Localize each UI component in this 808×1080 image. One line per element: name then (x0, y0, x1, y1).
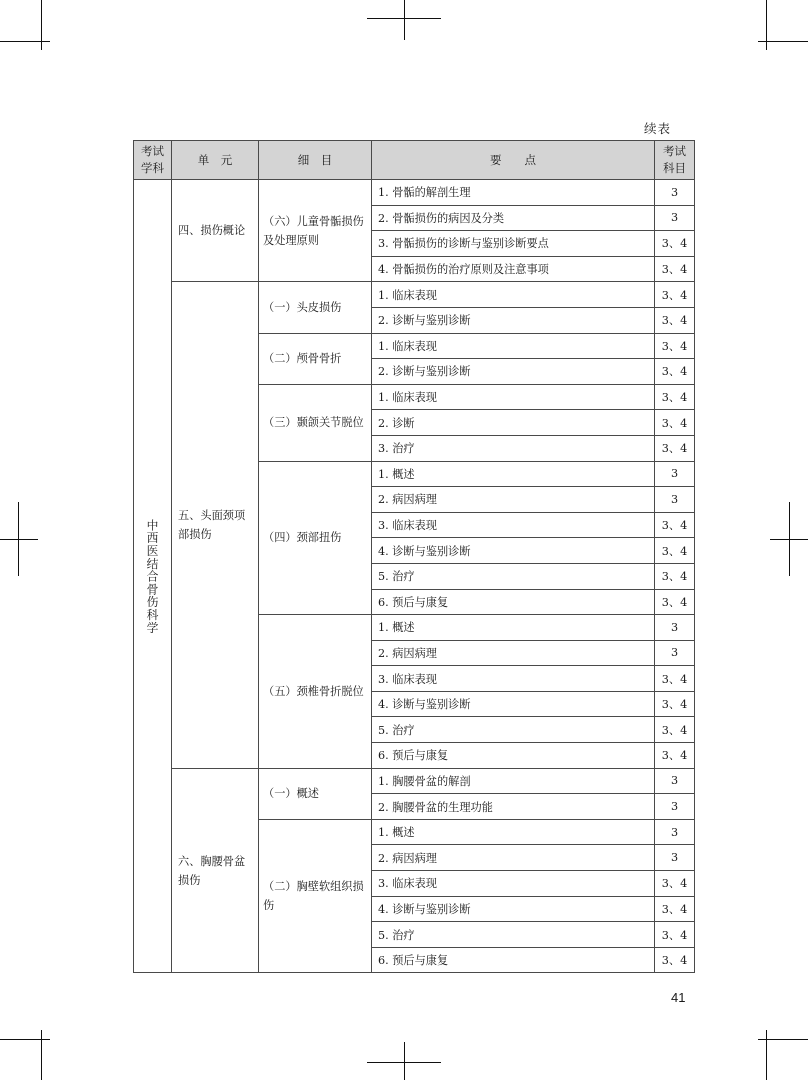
crop-mark (766, 0, 767, 50)
detail-cell: （五）颈椎骨折脱位 (259, 615, 372, 769)
syllabus-table (133, 140, 695, 973)
registration-mark (0, 539, 38, 540)
point-cell: 1. 概述 (372, 615, 655, 641)
exam-code-cell: 3、4 (655, 307, 695, 333)
exam-code-cell: 3、4 (655, 359, 695, 385)
exam-code-cell: 3、4 (655, 717, 695, 743)
exam-code-cell: 3、4 (655, 666, 695, 692)
point-cell: 2. 病因病理 (372, 487, 655, 513)
point-cell: 3. 临床表现 (372, 512, 655, 538)
registration-mark (404, 1042, 405, 1080)
point-cell: 3. 临床表现 (372, 871, 655, 897)
exam-code-cell: 3 (655, 180, 695, 206)
point-cell: 1. 骨骺的解剖生理 (372, 180, 655, 206)
point-cell: 5. 治疗 (372, 717, 655, 743)
point-cell: 4. 骨骺损伤的治疗原则及注意事项 (372, 256, 655, 282)
exam-code-cell: 3、4 (655, 512, 695, 538)
point-cell: 2. 诊断与鉴别诊断 (372, 359, 655, 385)
exam-code-cell: 3 (655, 640, 695, 666)
point-cell: 4. 诊断与鉴别诊断 (372, 896, 655, 922)
point-cell: 4. 诊断与鉴别诊断 (372, 691, 655, 717)
point-cell: 4. 诊断与鉴别诊断 (372, 538, 655, 564)
crop-mark (0, 1039, 50, 1040)
point-cell: 2. 诊断 (372, 410, 655, 436)
table-row (134, 282, 695, 308)
exam-code-cell: 3、4 (655, 563, 695, 589)
exam-code-cell: 3、4 (655, 589, 695, 615)
exam-code-cell: 3 (655, 794, 695, 820)
point-cell: 6. 预后与康复 (372, 743, 655, 769)
exam-code-cell: 3、4 (655, 871, 695, 897)
exam-code-cell: 3 (655, 205, 695, 231)
exam-code-cell: 3、4 (655, 410, 695, 436)
crop-mark (766, 1030, 767, 1080)
subject-cell: 中西医结合骨伤科学 (134, 180, 172, 973)
point-cell: 5. 治疗 (372, 563, 655, 589)
continued-label: 续表 (644, 121, 672, 136)
point-cell: 3. 治疗 (372, 435, 655, 461)
unit-cell: 五、头面颈项部损伤 (172, 282, 259, 768)
exam-code-cell: 3、4 (655, 947, 695, 973)
point-cell: 1. 概述 (372, 461, 655, 487)
header-exam-code: 考试 科目 (655, 141, 695, 180)
exam-code-cell: 3、4 (655, 333, 695, 359)
exam-code-cell: 3 (655, 819, 695, 845)
header-unit: 单 元 (172, 141, 259, 180)
header-points: 要 点 (372, 141, 655, 180)
exam-code-cell: 3、4 (655, 743, 695, 769)
detail-cell: （六）儿童骨骺损伤及处理原则 (259, 180, 372, 282)
point-cell: 2. 胸腰骨盆的生理功能 (372, 794, 655, 820)
crop-mark (41, 0, 42, 50)
exam-code-cell: 3、4 (655, 231, 695, 257)
point-cell: 2. 诊断与鉴别诊断 (372, 307, 655, 333)
point-cell: 1. 临床表现 (372, 282, 655, 308)
registration-mark (789, 502, 790, 576)
point-cell: 6. 预后与康复 (372, 947, 655, 973)
exam-code-cell: 3、4 (655, 384, 695, 410)
exam-code-cell: 3、4 (655, 538, 695, 564)
unit-cell: 四、损伤概论 (172, 180, 259, 282)
exam-code-cell: 3、4 (655, 896, 695, 922)
exam-code-cell: 3、4 (655, 691, 695, 717)
unit-cell: 六、胸腰骨盆损伤 (172, 768, 259, 973)
table-row (134, 768, 695, 794)
exam-code-cell: 3、4 (655, 922, 695, 948)
point-cell: 3. 骨骺损伤的诊断与鉴别诊断要点 (372, 231, 655, 257)
table-header-row (134, 141, 695, 180)
crop-mark (0, 41, 50, 42)
point-cell: 1. 临床表现 (372, 333, 655, 359)
detail-cell: （四）颈部扭伤 (259, 461, 372, 615)
detail-cell: （二）颅骨骨折 (259, 333, 372, 384)
point-cell: 2. 病因病理 (372, 845, 655, 871)
point-cell: 1. 胸腰骨盆的解剖 (372, 768, 655, 794)
exam-code-cell: 3 (655, 845, 695, 871)
point-cell: 2. 骨骺损伤的病因及分类 (372, 205, 655, 231)
exam-code-cell: 3、4 (655, 256, 695, 282)
exam-code-cell: 3 (655, 615, 695, 641)
header-subject: 考试 学科 (134, 141, 172, 180)
exam-code-cell: 3、4 (655, 435, 695, 461)
detail-cell: （一）头皮损伤 (259, 282, 372, 333)
header-detail: 细 目 (259, 141, 372, 180)
registration-mark (404, 0, 405, 40)
point-cell: 1. 临床表现 (372, 384, 655, 410)
exam-code-cell: 3 (655, 487, 695, 513)
point-cell: 3. 临床表现 (372, 666, 655, 692)
exam-code-cell: 3、4 (655, 282, 695, 308)
exam-code-cell: 3 (655, 768, 695, 794)
exam-code-cell: 3 (655, 461, 695, 487)
point-cell: 5. 治疗 (372, 922, 655, 948)
detail-cell: （一）概述 (259, 768, 372, 819)
detail-cell: （三）颞颌关节脱位 (259, 384, 372, 461)
registration-mark (18, 502, 19, 576)
point-cell: 1. 概述 (372, 819, 655, 845)
crop-mark (41, 1030, 42, 1080)
point-cell: 2. 病因病理 (372, 640, 655, 666)
table-row (134, 180, 695, 206)
detail-cell: （二）胸壁软组织损伤 (259, 819, 372, 973)
page-number: 41 (671, 990, 686, 1005)
point-cell: 6. 预后与康复 (372, 589, 655, 615)
